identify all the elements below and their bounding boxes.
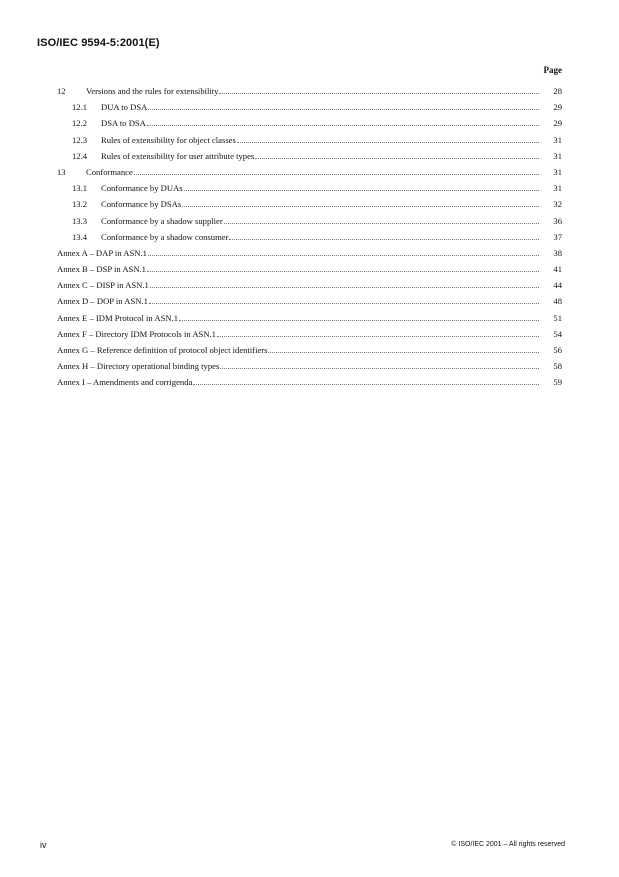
toc-entry-page: 54: [553, 328, 562, 339]
footer-page-number: iv: [40, 840, 47, 850]
toc-entry[interactable]: [57, 261, 562, 277]
toc-entry[interactable]: [57, 326, 562, 342]
toc-dot-leader: [134, 174, 539, 175]
toc-entry-number: 12.4: [72, 150, 88, 161]
toc-entry-title: Annex D – DOP in ASN.1: [57, 296, 148, 307]
toc-entry-title: Conformance by a shadow supplier: [101, 215, 223, 226]
toc-entry-title: Annex F – Directory IDM Protocols in ASN.1: [57, 328, 216, 339]
toc-entry-title: Rules of extensibility for object classes: [101, 134, 236, 145]
toc-entry-number: 13.1: [72, 183, 88, 194]
toc-entry-number: 12.3: [72, 134, 88, 145]
toc-entry-number: 13.3: [72, 215, 88, 226]
toc-entry-title: Annex I – Amendments and corrigenda: [57, 377, 193, 388]
toc-entry-title: Conformance by a shadow consumer: [101, 231, 229, 242]
toc-entry-title: DSA to DSA: [101, 118, 146, 129]
toc-entry-page: 51: [553, 312, 562, 323]
toc-entry-page: 56: [553, 345, 562, 355]
toc-entry[interactable]: [57, 342, 562, 358]
toc-entry-title: Annex H – Directory operational binding types: [57, 361, 220, 372]
toc-dot-leader: [268, 352, 539, 353]
toc-entry-number: 12.1: [72, 102, 88, 113]
toc-entry-page: 29: [553, 118, 562, 129]
toc-page-column-label: Page: [543, 65, 562, 75]
toc-entry[interactable]: [57, 277, 562, 293]
toc-dot-leader: [193, 384, 539, 385]
toc-entry-page: 36: [553, 215, 562, 226]
toc-dot-leader: [182, 206, 539, 207]
toc-entry-page: 31: [553, 134, 562, 145]
toc-entry-title: Rules of extensibility for user attribute types: [101, 150, 255, 161]
toc-entry[interactable]: [57, 245, 562, 261]
toc-entry-page: 37: [553, 231, 562, 242]
toc-entry-title: Conformance by DSAs: [101, 199, 182, 210]
toc-dot-leader: [217, 336, 539, 337]
toc-entry[interactable]: [57, 148, 562, 164]
toc-entry-page: 58: [553, 361, 562, 372]
toc-entry-page: 41: [553, 264, 562, 275]
toc-entry-page: 28: [553, 86, 562, 96]
toc-entry-page: 48: [553, 296, 562, 307]
toc-entry-title: DUA to DSA: [101, 102, 148, 113]
toc-entry-title: Conformance by DUAs: [101, 183, 183, 194]
toc-entry[interactable]: [57, 164, 562, 180]
toc-entry-page: 38: [553, 247, 562, 258]
toc-entry[interactable]: [57, 213, 562, 229]
toc-entry-number: 13: [57, 166, 66, 177]
toc-entry-page: 44: [553, 280, 562, 291]
toc-entry[interactable]: [57, 132, 562, 148]
toc-entry[interactable]: [57, 374, 562, 390]
toc-entry-number: 12: [57, 86, 66, 96]
toc-dot-leader: [255, 158, 539, 159]
toc-dot-leader: [220, 368, 539, 369]
toc-entry[interactable]: [57, 83, 562, 99]
toc-entry-page: 31: [553, 150, 562, 161]
toc-dot-leader: [148, 109, 539, 110]
toc-entry-title: Conformance: [86, 166, 133, 177]
toc-entry-title: Annex E – IDM Protocol in ASN.1: [57, 312, 179, 323]
toc-dot-leader: [147, 125, 539, 126]
toc-entry-number: 13.2: [72, 199, 88, 210]
toc-dot-leader: [148, 255, 539, 256]
toc-entry-number: 12.2: [72, 118, 88, 129]
toc-entry[interactable]: [57, 99, 562, 115]
toc-entry[interactable]: [57, 196, 562, 212]
toc-entry-page: 31: [553, 183, 562, 194]
toc-dot-leader: [184, 190, 539, 191]
toc-entry-title: Annex G – Reference definition of protocol object identifiers: [57, 345, 268, 355]
toc-entry-title: Annex A – DAP in ASN.1: [57, 247, 147, 258]
toc-entry-title: Annex B – DSP in ASN.1: [57, 264, 146, 275]
toc-dot-leader: [179, 320, 539, 321]
footer-copyright: © ISO/IEC 2001 – All rights reserved: [451, 841, 565, 848]
toc-entry[interactable]: [57, 310, 562, 326]
toc-dot-leader: [229, 239, 539, 240]
toc-dot-leader: [219, 93, 539, 94]
toc-entry-page: 32: [553, 199, 562, 210]
document-header-title: ISO/IEC 9594-5:2001(E): [37, 37, 160, 49]
toc-entry[interactable]: [57, 180, 562, 196]
toc-entry-number: 13.4: [72, 231, 88, 242]
toc-entry-page: 59: [553, 377, 562, 388]
toc-dot-leader: [150, 287, 539, 288]
toc-entry-page: 29: [553, 102, 562, 113]
toc-entry[interactable]: [57, 115, 562, 131]
toc-dot-leader: [224, 223, 539, 224]
toc-dot-leader: [237, 142, 539, 143]
toc-entry-title: Versions and the rules for extensibility: [86, 86, 219, 96]
toc-entry[interactable]: [57, 229, 562, 245]
toc-entry[interactable]: [57, 358, 562, 374]
table-of-contents: [57, 83, 562, 391]
toc-dot-leader: [149, 303, 539, 304]
toc-entry-page: 31: [553, 166, 562, 177]
toc-entry-title: Annex C – DISP in ASN.1: [57, 280, 149, 291]
toc-entry[interactable]: [57, 293, 562, 309]
toc-dot-leader: [147, 271, 539, 272]
